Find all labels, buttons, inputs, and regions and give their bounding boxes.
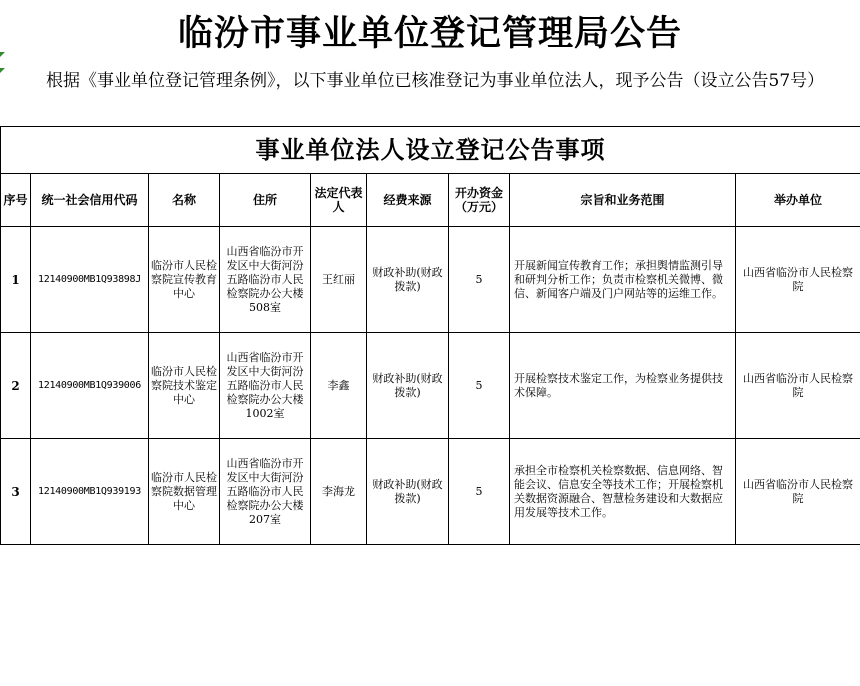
row-name: 临汾市人民检察院数据管理中心 (149, 439, 220, 545)
row-index: 3 (1, 439, 31, 545)
row-code: 12140900MB1Q939193 (31, 439, 149, 545)
intro-text: 根据《事业单位登记管理条例》，以下事业单位已核准登记为事业单位法人，现予公告（设立公告57号） (46, 71, 825, 91)
page-title: 临汾市事业单位登记管理局公告 (177, 13, 682, 54)
table-header-row (1, 174, 860, 227)
row-name: 临汾市人民检察院技术鉴定中心 (149, 333, 220, 439)
row-capital: 5 (449, 333, 510, 439)
registration-table (0, 126, 860, 545)
row-address: 山西省临汾市开发区中大街河汾五路临汾市人民检察院办公大楼207室 (220, 439, 311, 545)
row-index: 1 (1, 227, 31, 333)
row-address: 山西省临汾市开发区中大街河汾五路临汾市人民检察院办公大楼1002室 (220, 333, 311, 439)
row-scope: 承担全市检察机关检察数据、信息网络、智能会议、信息安全等技术工作；开展检察机关数据资源融合、智慧检务建设和大数据应用发展等技术工作。 (510, 439, 736, 545)
row-funding: 财政补助(财政拨款) (367, 227, 449, 333)
table-title: 事业单位法人设立登记公告事项 (1, 127, 860, 174)
table-row (1, 227, 860, 333)
header-name: 名称 (149, 174, 220, 227)
header-index: 序号 (1, 174, 31, 227)
row-scope: 开展新闻宣传教育工作；承担舆情监测引导和研判分析工作；负责市检察机关微博、微信、新闻客户端及门户网站等的运维工作。 (510, 227, 736, 333)
table-row (1, 439, 860, 545)
cell-marker-icon (0, 52, 5, 57)
row-legal-rep: 李海龙 (311, 439, 367, 545)
row-legal-rep: 李鑫 (311, 333, 367, 439)
table-row (1, 333, 860, 439)
row-scope: 开展检察技术鉴定工作，为检察业务提供技术保障。 (510, 333, 736, 439)
row-name: 临汾市人民检察院宣传教育中心 (149, 227, 220, 333)
row-sponsor: 山西省临汾市人民检察院 (736, 227, 860, 333)
row-code: 12140900MB1Q93898J (31, 227, 149, 333)
header-sponsor: 举办单位 (736, 174, 860, 227)
row-legal-rep: 王红丽 (311, 227, 367, 333)
header-legal-rep: 法定代表人 (311, 174, 367, 227)
row-sponsor: 山西省临汾市人民检察院 (736, 333, 860, 439)
row-code: 12140900MB1Q939006 (31, 333, 149, 439)
row-funding: 财政补助(财政拨款) (367, 439, 449, 545)
intro-paragraph (6, 70, 856, 93)
header-code: 统一社会信用代码 (31, 174, 149, 227)
cell-marker-icon (0, 68, 5, 73)
row-address: 山西省临汾市开发区中大街河汾五路临汾市人民检察院办公大楼508室 (220, 227, 311, 333)
row-capital: 5 (449, 227, 510, 333)
header-capital: 开办资金（万元） (449, 174, 510, 227)
header-funding: 经费来源 (367, 174, 449, 227)
row-sponsor: 山西省临汾市人民检察院 (736, 439, 860, 545)
header-address: 住所 (220, 174, 311, 227)
header-scope: 宗旨和业务范围 (510, 174, 736, 227)
row-capital: 5 (449, 439, 510, 545)
row-index: 2 (1, 333, 31, 439)
row-funding: 财政补助(财政拨款) (367, 333, 449, 439)
